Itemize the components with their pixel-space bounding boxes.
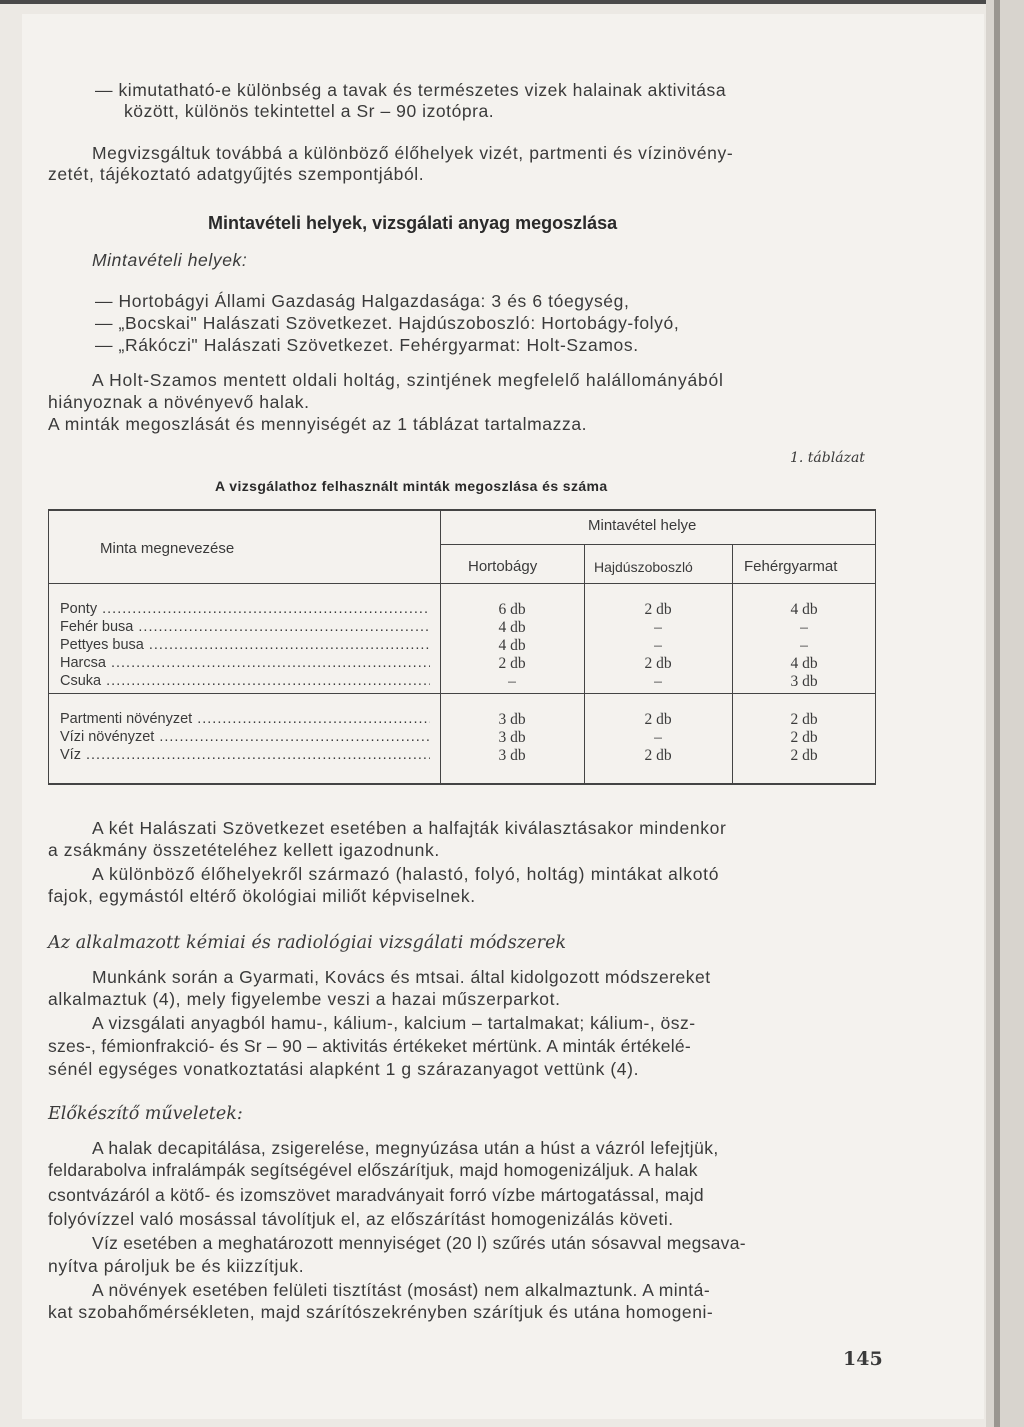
cell-c1: 2 db [498,655,526,672]
col-header-fehergyarmat: Fehérgyarmat [744,558,838,575]
cell-c2: – [654,619,662,636]
sites-label: Mintavételi helyek: [92,250,248,270]
row-name: Ponty ..... [60,601,430,619]
cell-c2: 2 db [644,747,672,764]
cell-c1: 4 db [498,637,526,654]
header-bottom-rule [48,583,876,584]
table-number: 1. táblázat [790,450,865,466]
row-name: Vízi növényzet ..... [60,729,430,747]
row-name: Fehér busa ..... [60,619,430,637]
cell-c2: – [654,673,662,690]
paragraph-line: nyítva pároljuk be és kiizzítjuk. [48,1256,305,1276]
cell-c1: 6 db [498,601,526,618]
col-header-hajduszoboszlo: Hajdúszoboszló [594,559,693,575]
paragraph-line: A két Halászati Szövetkezet esetében a halfajták kiválasztásakor mindenkor [92,818,727,838]
cell-c1: 3 db [498,729,526,746]
paragraph-line: hiányoznak a növényevő halak. [48,392,310,412]
paragraph-line: szes-, fémionfrakció- és Sr – 90 – aktivitás értékeket mértünk. A minták értékelé- [48,1036,691,1056]
col-header-group: Mintavétel helye [588,517,697,534]
group-rule [48,693,876,694]
cell-c2: – [654,729,662,746]
col-header-hortobagy: Hortobágy [468,558,538,575]
paragraph-line: A halak decapitálása, zsigerelése, megnyúzása után a húst a vázról lefejtjük, [92,1138,719,1158]
table-left-border [48,509,49,785]
page-edge [986,0,1024,1427]
site-item: — „Bocskai" Halászati Szövetkezet. Hajdúszoboszló: Hortobágy-folyó, [95,313,680,333]
cell-c2: 2 db [644,601,672,618]
cell-c1: 4 db [498,619,526,636]
table-caption: A vizsgálathoz felhasznált minták megoszlása és száma [215,478,608,494]
top-border [0,0,986,4]
col-header-name: Minta megnevezése [100,540,235,557]
table-bottom-rule [48,783,876,785]
bullet-line: — kimutatható-e különbség a tavak és természetes vizek halainak aktivitása [95,80,727,100]
section-heading: Előkészítő műveletek: [48,1104,243,1124]
paragraph-line: Munkánk során a Gyarmati, Kovács és mtsai. által kidolgozott módszereket [92,967,711,987]
row-name: Csuka ..... [60,673,430,691]
paragraph-line: Megvizsgáltuk továbbá a különböző élőhelyek vizét, partmenti és vízinövény- [92,143,734,163]
cell-c3: 2 db [790,711,818,728]
cell-c3: 3 db [790,673,818,690]
paragraph-line: feldarabolva infralámpák segítségével előszárítjuk, majd homogenizáljuk. A halak [48,1160,698,1180]
paragraph-line: a zsákmány összetételéhez kellett igazodnunk. [48,840,440,860]
header-mid-rule [440,544,876,545]
paragraph-line: A vizsgálati anyagból hamu-, kálium-, kalcium – tartalmakat; kálium-, ösz- [92,1013,696,1033]
paragraph-line: kat szobahőmérsékleten, majd szárítószekrényben szárítjuk és utána homogeni- [48,1302,714,1322]
site-item: — „Rákóczi" Halászati Szövetkezet. Fehérgyarmat: Holt-Szamos. [95,335,639,355]
paragraph-line: sénél egységes vonatkoztatási alapként 1 g szárazanyagot vettünk (4). [48,1059,640,1079]
paragraph-line: zetét, tájékoztató adatgyűjtés szempontjából. [48,164,425,184]
cell-c2: – [654,637,662,654]
page-number: 145 [843,1348,883,1370]
paragraph-line: folyóvízzel való mosással távolítjuk el, az előszárítást homogenizálás követi. [48,1209,674,1229]
site-item: — Hortobágyi Állami Gazdaság Halgazdasága: 3 és 6 tóegység, [95,291,630,311]
cell-c3: 2 db [790,747,818,764]
paragraph-line: Víz esetében a meghatározott mennyiséget (20 l) szűrés után sósavval megsava- [92,1233,746,1253]
cell-c1: – [508,673,516,690]
samples-table [48,509,876,784]
row-name: Víz ..... [60,747,430,765]
section-heading: Az alkalmazott kémiai és radiológiai vizsgálati módszerek [48,933,567,953]
paragraph-line: csontvázáról a kötő- és izomszövet maradványait forró vízbe mártogatással, majd [48,1185,704,1205]
paragraph-line: A növények esetében felületi tisztítást (mosást) nem alkalmaztunk. A mintá- [92,1280,711,1300]
section-title: Mintavételi helyek, vizsgálati anyag megoszlása [208,213,618,233]
cell-c3: 2 db [790,729,818,746]
paragraph-line: A minták megoszlását és mennyiségét az 1 táblázat tartalmazza. [48,414,588,434]
paragraph-line: A különböző élőhelyekről származó (halastó, folyó, holtág) mintákat alkotó [92,864,720,884]
cell-c3: 4 db [790,601,818,618]
paragraph-line: alkalmaztuk (4), mely figyelembe veszi a hazai műszerparkot. [48,989,561,1009]
col-divider [440,509,441,785]
cell-c3: 4 db [790,655,818,672]
col-divider [732,544,733,784]
cell-c2: 2 db [644,655,672,672]
row-name: Pettyes busa ..... [60,637,430,655]
cell-c3: – [800,619,808,636]
binding-shadow [994,0,1000,1427]
cell-c3: – [800,637,808,654]
table-right-border [875,509,876,785]
row-name: Partmenti növényzet ..... [60,711,430,729]
col-divider [584,544,585,784]
cell-c2: 2 db [644,711,672,728]
cell-c1: 3 db [498,747,526,764]
paragraph-line: fajok, egymástól eltérő ökológiai miliőt képviselnek. [48,886,476,906]
bullet-line: között, különös tekintettel a Sr – 90 izotópra. [124,101,495,121]
table-top-rule [48,509,876,511]
cell-c1: 3 db [498,711,526,728]
paragraph-line: A Holt-Szamos mentett oldali holtág, szintjének megfelelő halállományából [92,370,724,390]
row-name: Harcsa ..... [60,655,430,673]
